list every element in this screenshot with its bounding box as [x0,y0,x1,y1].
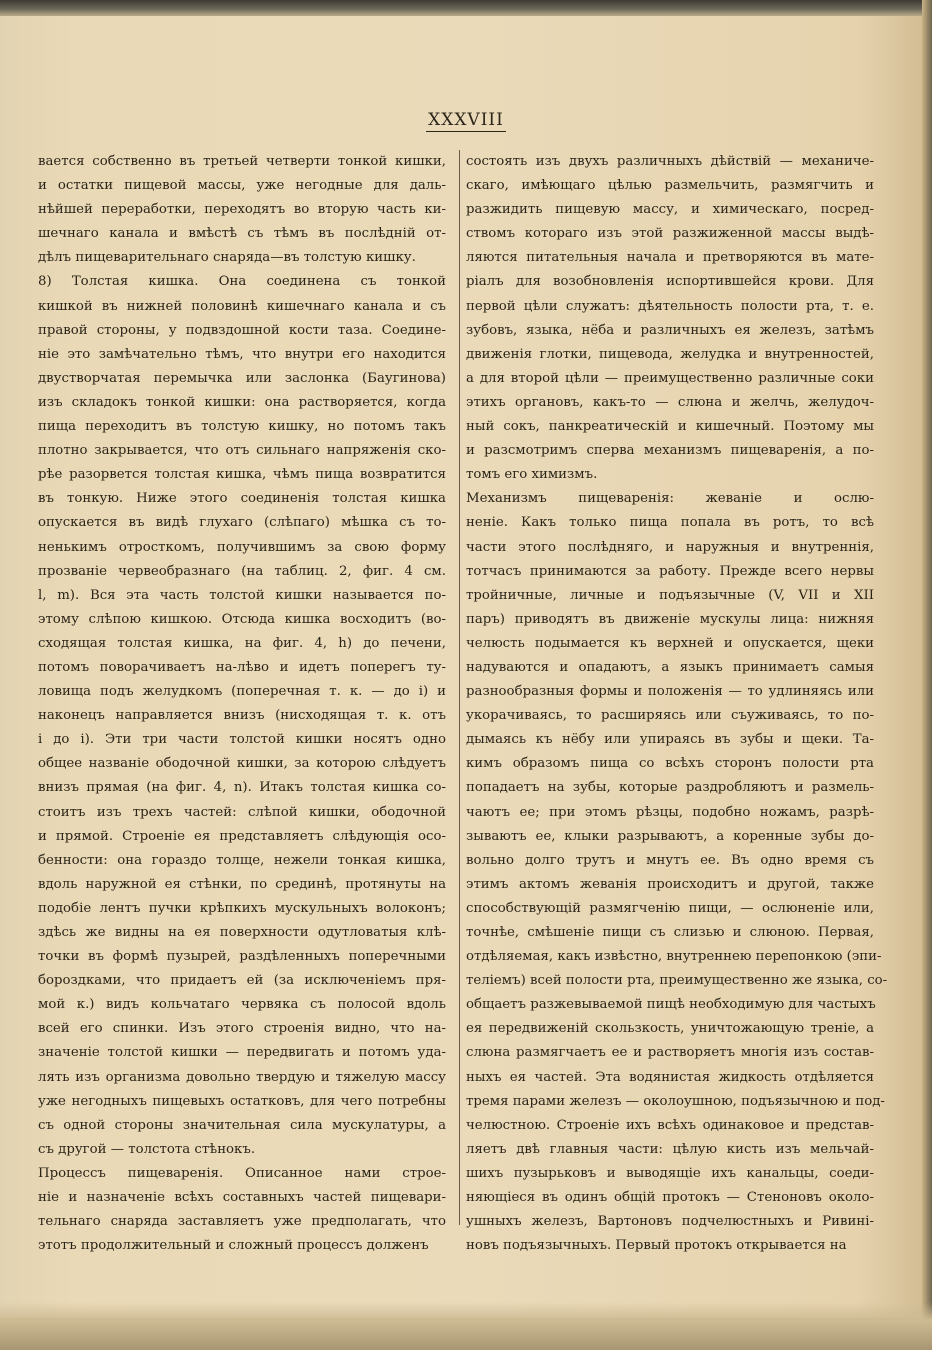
text-line: i до i). Эти три части толстой кишки носятъ одно [38,732,446,748]
text-line: значеніе толстой кишки — передвигать и потомъ уда- [38,1045,446,1061]
text-line: 8) Толстая кишка. Она соединена съ тонкой [38,274,446,290]
text-line: и прямой. Строеніе ея представляетъ слѣдующія осо- [38,828,446,844]
text-line: Процессъ пищеваренія. Описанное нами строе- [38,1165,446,1181]
text-line: шихъ пузырьковъ и выводящіе ихъ канальцы, соеди- [466,1165,874,1181]
text-line: паръ) приводятъ въ движеніе мускулы лица: нижняя [466,611,874,627]
text-line: Механизмъ пищеваренія: жеваніе и ослю- [466,491,874,507]
text-line: разнообразныя формы и положенія — то удлиняясь или [466,684,874,700]
text-line: укорачиваясь, то расширяясь или съуживаясь, то по- [466,708,874,724]
text-line: отдѣляемая, какъ извѣстно, внутреннею перепонкою (эпи- [466,949,882,965]
text-line: ныхъ ея частей. Эта водянистая жидкость отдѣляется [466,1069,874,1085]
text-line: челюсть подымается къ верхней и опускается, щеки [466,635,874,651]
text-line: сходящая толстая кишка, на фиг. 4, h) до печени, [38,635,446,651]
text-line: наконецъ направляется внизъ (нисходящая т. к. отъ [38,708,446,724]
column-divider [459,150,460,1225]
text-line: ніе и назначеніе всѣхъ составныхъ частей пищевари- [38,1190,446,1206]
text-line: способствующій размягченію пищи, — ослюненіе или, [466,900,874,916]
text-line: мой к.) видъ кольчатаго червяка съ полосой вдоль [38,997,446,1013]
page-top-edge [0,0,932,16]
page-number-text: XXXVIII [428,110,504,130]
text-line: чаютъ ее; при этомъ рѣзцы, подобно ножамъ, разрѣ- [466,804,874,820]
text-line: и разсмотримъ сперва механизмъ пищеваренія, а по- [466,443,874,459]
text-line: пища переходитъ въ толстую кишку, но потомъ такъ [38,419,446,435]
text-line: вольно долго трутъ и мнутъ ее. Въ одно время съ [466,852,874,868]
text-line: опускается въ видѣ глухаго (слѣпаго) мѣшка съ то- [38,515,446,531]
text-line: этотъ продолжительный и сложный процессъ долженъ [38,1238,429,1254]
page-right-edge [922,0,932,1350]
text-line: съ другой — толстота стѣнокъ. [38,1141,256,1157]
text-line: кимъ образомъ пища со всѣхъ сторонъ полости рта [466,756,874,772]
text-line: ный сокъ, панкреатическій и кишечный. Поэтому мы [466,419,874,435]
text-line: новъ подъязычныхъ. Первый протокъ открывается на [466,1238,847,1254]
text-line: рѣе разорвется толстая кишка, чѣмъ пища возвратится [38,467,446,483]
text-line: прозваніе червеобразнаго (на таблиц. 2, фиг. 4 см. [38,563,446,579]
text-line: l, m). Вся эта часть толстой кишки называется по- [38,587,446,603]
text-line: точнѣе, смѣшеніе пищи съ слизью и слюною. Первая, [466,925,874,940]
text-line: лять изъ организма довольно твердую и тяжелую массу [38,1069,446,1085]
text-line: ушныхъ железъ, Вартоновъ подчелюстныхъ и Ривинi- [466,1214,874,1230]
text-line: слюна размягчаетъ ее и растворяетъ многія изъ состав- [466,1045,874,1061]
text-line: няющіеся въ одинъ общій протокъ — Стеноновъ около- [466,1190,874,1206]
text-line: бенности: она гораздо толще, нежели тонкая кишка, [38,852,446,868]
text-line: вается собственно въ третьей четверти тонкой кишки, [38,154,446,169]
text-line: этихъ органовъ, какъ-то — слюна и желчь, желудоч- [466,394,874,410]
text-line: подобіе лентъ пучки крѣпкихъ мускульныхъ волоконъ; [38,900,446,916]
text-line: ніе это замѣчательно тѣмъ, что внутри его находится [38,346,446,362]
text-line: скаго, имѣющаго цѣлью размельчить, размягчить и [466,178,874,194]
text-line: челюстною. Строеніе ихъ всѣхъ одинаковое и представ- [466,1117,874,1133]
text-line: вдоль наружной ея стѣнки, по срединѣ, протянуты на [38,876,446,892]
text-line: точки въ формѣ пузырей, раздѣленныхъ поперечными [38,949,446,965]
text-line: разжидить пищевую массу, и химическаго, посред- [466,202,874,218]
text-line: внизъ прямая (на фиг. 4, n). Итакъ толстая кишка со- [38,780,446,796]
text-line: этимъ актомъ жеванія происходитъ и другой, также [466,876,874,892]
text-line: изъ складокъ тонкой кишки: она растворяется, когда [38,394,446,410]
text-line: надуваются и опадаютъ, а языкъ принимаетъ самыя [466,659,874,675]
text-line: зубовъ, языка, нёба и различныхъ ея железъ, затѣмъ [466,322,874,338]
text-line: части этого послѣдняго, и наружныя и внутреннія, [466,539,874,555]
text-line: всей его спинки. Изъ этого строенія видно, что на- [38,1021,446,1037]
text-line: тройничные, личные и подъязычные (V, VII и XII [466,587,874,603]
text-line: общее названіе ободочной кишки, за которою слѣдуетъ [38,756,446,772]
page-bottom-edge [0,1302,932,1350]
text-line: ненькимъ отросткомъ, получившимъ за свою форму [38,539,446,555]
text-line: томъ его химизмъ. [466,467,598,483]
text-line: дымаясь къ нёбу или упираясь въ зубы и щеки. Та- [466,732,874,748]
text-line: плотно закрывается, что отъ сильнаго напряженія ско- [38,443,446,459]
text-line: бороздками, что придаетъ ей (за исключеніемъ пря- [38,973,446,989]
text-line: и остатки пищевой массы, уже негодные для даль- [38,178,446,194]
page-number [0,110,932,130]
text-line: неніе. Какъ только пища попала въ ротъ, то всѣ [466,515,874,531]
text-line: нѣйшей переработки, переходятъ во вторую часть ки- [38,202,446,218]
text-line: двустворчатая перемычка или заслонка (Баугинова) [38,370,446,386]
text-line: правой стороны, у подвздошной кости таза. Соедине- [38,322,446,338]
text-line: уже негодныхъ пищевыхъ остатковъ, для чего потребны [38,1093,446,1109]
text-line: кишкой въ нижней половинѣ кишечнаго канала и съ [38,298,446,314]
right-column [466,150,888,1254]
text-line: потомъ поворачиваетъ на-лѣво и идетъ поперегъ ту- [38,659,446,675]
text-line: съ одной стороны значительная сила мускулатуры, а [38,1117,446,1133]
text-line: ляетъ двѣ главныя части: цѣлую кисть изъ мельчай- [466,1141,874,1157]
text-line: а для второй цѣли — преимущественно различные соки [466,370,874,386]
text-line: первой цѣли служатъ: дѣятельность полости рта, т. е. [466,298,874,314]
text-line: ляются питательныя начала и претворяются въ мате- [466,250,874,266]
text-line: состоять изъ двухъ различныхъ дѣйствій — механиче- [466,154,874,169]
text-line: здѣсь же видны на ея поверхности одутловатыя клѣ- [38,925,446,940]
text-line: этому слѣпою кишкою. Отсюда кишка восходитъ (во- [38,611,446,627]
text-line: зываютъ ее, клыки разрываютъ, а коренные зубы до- [466,828,874,844]
text-line: ствомъ котораго изъ этой разжиженной массы выдѣ- [466,226,874,242]
text-line: попадаетъ на зубы, которые раздробляютъ и размель- [466,780,874,796]
text-line: ріалъ для возобновленія испортившейся крови. Для [466,274,874,290]
text-line: общаетъ разжевываемой пищѣ необходимую для частыхъ [466,997,876,1013]
text-line: стоитъ изъ трехъ частей: слѣпой кишки, ободочной [38,804,446,820]
text-line: въ тонкую. Ниже этого соединенія толстая кишка [38,491,446,507]
text-line: дѣлъ пищеварительнаго снаряда—въ толстую кишку. [38,250,416,266]
text-line: тремя парами железъ — околоушною, подъязычною и под- [466,1093,885,1109]
text-line: шечнаго канала и вмѣстѣ съ тѣмъ въ послѣдній от- [38,226,446,242]
left-column [38,150,446,1254]
text-line: ея передвиженій скользкость, уничтожающую треніе, а [466,1021,874,1037]
text-line: теліемъ) всей полости рта, преимущественно же языка, со- [466,973,888,989]
text-line: ловища подъ желудкомъ (поперечная т. к. — до i) и [38,684,446,700]
text-line: тельнаго снаряда заставляетъ уже предполагать, что [38,1214,446,1230]
text-line: тотчасъ принимаются за работу. Прежде всего нервы [466,563,874,579]
text-line: движенія глотки, пищевода, желудка и внутренностей, [466,346,874,362]
